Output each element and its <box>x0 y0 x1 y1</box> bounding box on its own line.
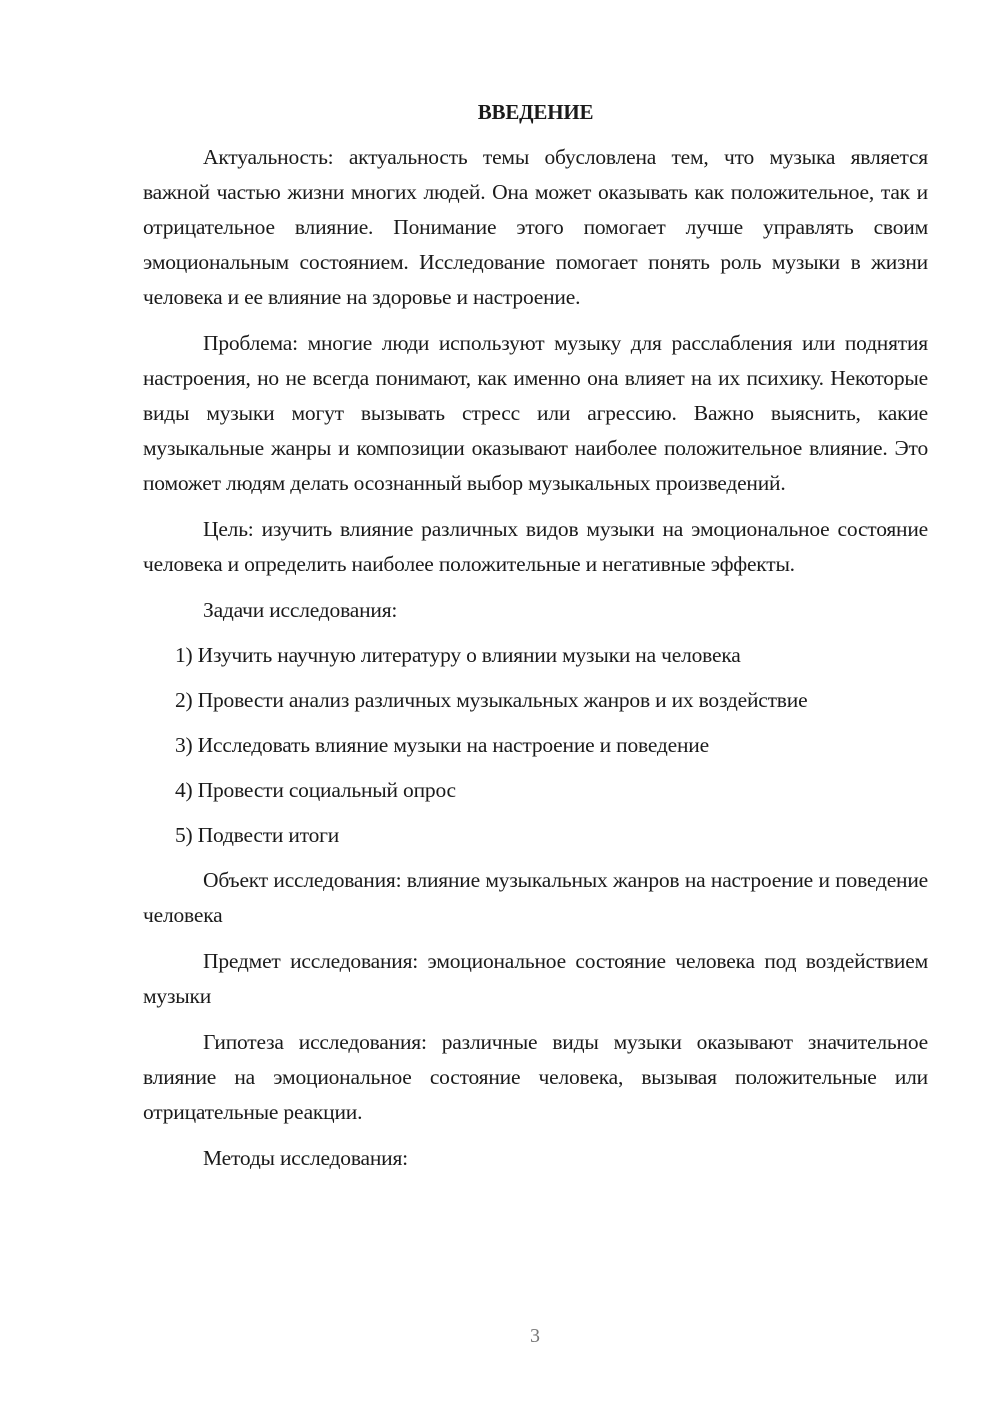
paragraph-problem: Проблема: многие люди используют музыку для расслабления или поднятия настроения, но не всегда понимают, как именно она влияет на их психику. Некоторые виды музыки могут вызывать стресс или агрессию. Важно выяснить, какие музыкальные жанры и композиции оказывают наиболее положительное влияние. Это поможет людям делать осознанный выбор музыкальных произведений. <box>143 331 928 495</box>
methods-heading: Методы исследования: <box>203 1146 408 1170</box>
page-number: 3 <box>530 1325 540 1347</box>
paragraph-hypothesis: Гипотеза исследования: различные виды музыки оказывают значительное влияние на эмоциональное состояние человека, вызывая положительные или отрицательные реакции. <box>143 1030 928 1124</box>
page-title: ВВЕДЕНИЕ <box>477 100 594 124</box>
paragraph-relevance: Актуальность: актуальность темы обусловлена тем, что музыка является важной частью жизни многих людей. Она может оказывать как положительное, так и отрицательное влияние. Понимание этого помогает лучше управлять своим эмоциональным состоянием. Исследование помогает понять роль музыки в жизни человека и ее влияние на здоровье и настроение. <box>143 145 928 309</box>
paragraph-object: Объект исследования: влияние музыкальных жанров на настроение и поведение человека <box>143 868 928 927</box>
page-content <box>143 96 928 1186</box>
paragraph-goal: Цель: изучить влияние различных видов музыки на эмоциональное состояние человека и определить наиболее положительные и негативные эффекты. <box>143 517 928 576</box>
tasks-list <box>143 638 928 853</box>
list-item: 2) Провести анализ различных музыкальных жанров и их воздействие <box>175 688 808 712</box>
list-item: 3) Исследовать влияние музыки на настроение и поведение <box>175 733 709 757</box>
tasks-heading: Задачи исследования: <box>203 598 398 622</box>
list-item: 1) Изучить научную литературу о влиянии музыки на человека <box>175 643 741 667</box>
paragraph-subject: Предмет исследования: эмоциональное состояние человека под воздействием музыки <box>143 949 928 1008</box>
list-item: 5) Подвести итоги <box>175 823 340 847</box>
list-item: 4) Провести социальный опрос <box>175 778 456 802</box>
